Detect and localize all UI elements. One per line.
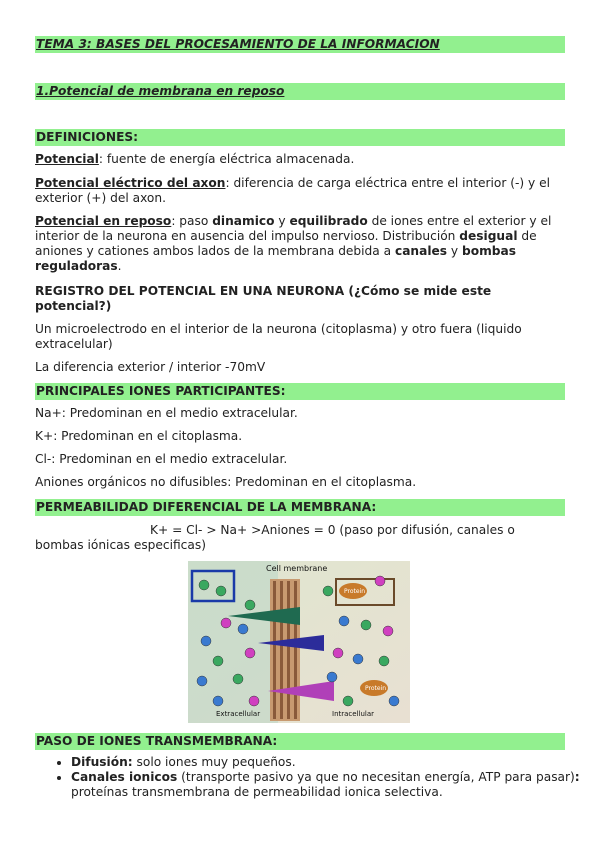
label-membrane: Cell membrane (266, 564, 328, 573)
ion-item: K+: Predominan en el citoplasma. (35, 429, 243, 443)
membrane-diagram (188, 561, 410, 723)
section-heading: 1.Potencial de membrana en reposo (35, 83, 565, 100)
def-axon: Potencial eléctrico del axon: diferencia de carga eléctrica entre el interior (-) y el exterior (+) del axon. (35, 176, 550, 205)
registro-line-2: La diferencia exterior / interior -70mV (35, 360, 266, 374)
permeabilidad-heading: PERMEABILIDAD DIFERENCIAL DE LA MEMBRANA: (35, 499, 565, 516)
permeabilidad-formula: K+ = Cl- > Na+ >Aniones = 0 (paso por difusión, canales o bombas iónicas especificas) (35, 523, 515, 552)
registro-line-1: Un microelectrodo en el interior de la neurona (citoplasma) y otro fuera (liquido extracelular) (35, 322, 522, 351)
term-reposo: Potencial en reposo (35, 214, 172, 228)
def-potencial: Potencial: fuente de energía eléctrica almacenada. (35, 152, 355, 166)
registro-heading: REGISTRO DEL POTENCIAL EN UNA NEURONA (¿Cómo se mide este potencial?) (35, 284, 492, 313)
ion-item: Cl-: Predominan en el medio extracelular. (35, 452, 288, 466)
definiciones-heading: DEFINICIONES: (35, 129, 565, 146)
term-potencial: Potencial (35, 152, 99, 166)
label-protein: Protein (365, 685, 387, 692)
label-intracellular: Intracellular (332, 710, 375, 718)
list-item: • Difusión: solo iones muy pequeños. (71, 755, 599, 770)
label-protein: Protein (344, 588, 366, 595)
ion-item: Na+: Predominan en el medio extracelular. (35, 406, 298, 420)
list-item: • Canales ionicos (transporte pasivo ya que no necesitan energía, ATP para pasar): proteínas transmembrana de permeabilidad ionica selectiva. (71, 770, 599, 800)
paso-heading: PASO DE IONES TRANSMEMBRANA: (35, 733, 565, 750)
membrane-illustration (188, 561, 410, 723)
document-title: TEMA 3: BASES DEL PROCESAMIENTO DE LA INFORMACION (35, 36, 565, 53)
paso-list (35, 755, 599, 800)
def-reposo: Potencial en reposo: paso dinamico y equilibrado de iones entre el exterior y el interior de la neurona en ausencia del impulso nervioso. Distribución desigual de aniones y cationes ambos lados de la membrana debida a canales y bombas reguladoras. (35, 214, 552, 273)
iones-heading: PRINCIPALES IONES PARTICIPANTES: (35, 383, 565, 400)
label-extracellular: Extracellular (216, 710, 261, 718)
ion-item: Aniones orgánicos no difusibles: Predominan en el citoplasma. (35, 475, 417, 489)
term-axon: Potencial eléctrico del axon (35, 176, 226, 190)
